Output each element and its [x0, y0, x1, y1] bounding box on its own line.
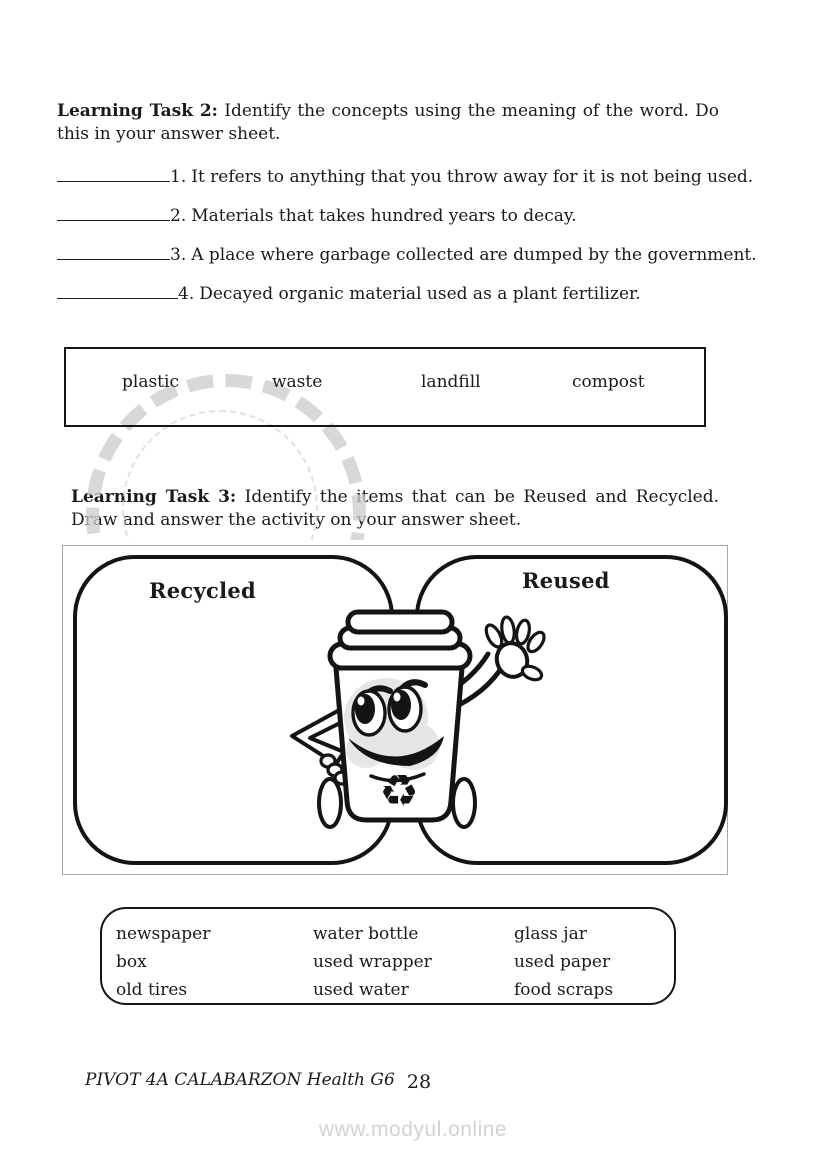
- fill-item-4: [57, 284, 641, 304]
- site-watermark: www.modyul.online: [318, 1118, 508, 1141]
- task2-label: Learning Task 2:: [57, 101, 218, 121]
- footer-book-title: PIVOT 4A CALABARZON Health G6: [85, 1070, 395, 1090]
- item-bank-entry: newspaper: [116, 924, 211, 944]
- fill-item-2: [57, 206, 577, 226]
- item-number-3: 3.: [170, 245, 187, 265]
- reused-zone-label: Reused: [522, 568, 610, 593]
- item-bank-entry: used paper: [514, 952, 611, 972]
- item-bank-entry: water bottle: [313, 924, 419, 944]
- recycled-zone-label: Recycled: [149, 578, 257, 603]
- item-bank-entry: food scraps: [514, 980, 614, 1000]
- task2-instruction-text: Identify the concepts using the meaning of the word. Do this in your answer sheet.: [57, 101, 720, 144]
- answer-blank-1: [57, 168, 170, 182]
- mascot-lid-top: [348, 612, 452, 632]
- page-number: 28: [406, 1071, 432, 1093]
- item-text-4: Decayed organic material used as a plant fertilizer.: [199, 284, 641, 304]
- word-bank-item: plastic: [122, 372, 179, 392]
- mascot-pupil: [355, 694, 375, 724]
- mascot-eye-glint: [358, 697, 365, 706]
- item-bank-box: [100, 907, 676, 1005]
- recycle-bin-mascot-illustration: [286, 598, 562, 838]
- word-bank-item: waste: [272, 372, 323, 392]
- item-bank-entry: box: [116, 952, 147, 972]
- sorting-diagram-box: [62, 545, 728, 875]
- mascot-pupil: [391, 690, 411, 720]
- word-bank-item: landfill: [421, 372, 481, 392]
- item-text-3: A place where garbage collected are dumped by the government.: [191, 245, 757, 265]
- answer-blank-3: [57, 246, 170, 260]
- task3-label: Learning Task 3:: [71, 487, 237, 507]
- item-bank-grid: [102, 909, 674, 1004]
- mascot-thumb: [520, 664, 543, 683]
- item-bank-entry: glass jar: [514, 924, 587, 944]
- item-number-4: 4.: [178, 284, 195, 304]
- item-number-2: 2.: [170, 206, 187, 226]
- answer-blank-4: [57, 285, 178, 299]
- word-bank-box: [64, 347, 706, 427]
- mascot-eye-glint: [394, 693, 401, 702]
- item-number-1: 1.: [170, 167, 187, 187]
- task3-instruction-text: Identify the items that can be Reused and Recycled. Draw and answer the activity on your answer sheet.: [71, 487, 720, 530]
- item-bank-entry: used wrapper: [313, 952, 432, 972]
- fill-item-1: [57, 167, 753, 187]
- answer-blank-2: [57, 207, 170, 221]
- item-bank-entry: used water: [313, 980, 409, 1000]
- word-bank-item: compost: [572, 372, 645, 392]
- item-text-2: Materials that takes hundred years to decay.: [191, 206, 577, 226]
- item-text-1: It refers to anything that you throw away for it is not being used.: [191, 167, 754, 187]
- mascot-right-handle: [453, 779, 475, 827]
- task2-instructions: [57, 100, 719, 146]
- item-bank-entry: old tires: [116, 980, 188, 1000]
- fill-item-3: [57, 245, 757, 265]
- mascot-left-handle: [319, 779, 341, 827]
- task3-instructions: [71, 486, 719, 532]
- recycle-icon: ♻: [379, 766, 419, 817]
